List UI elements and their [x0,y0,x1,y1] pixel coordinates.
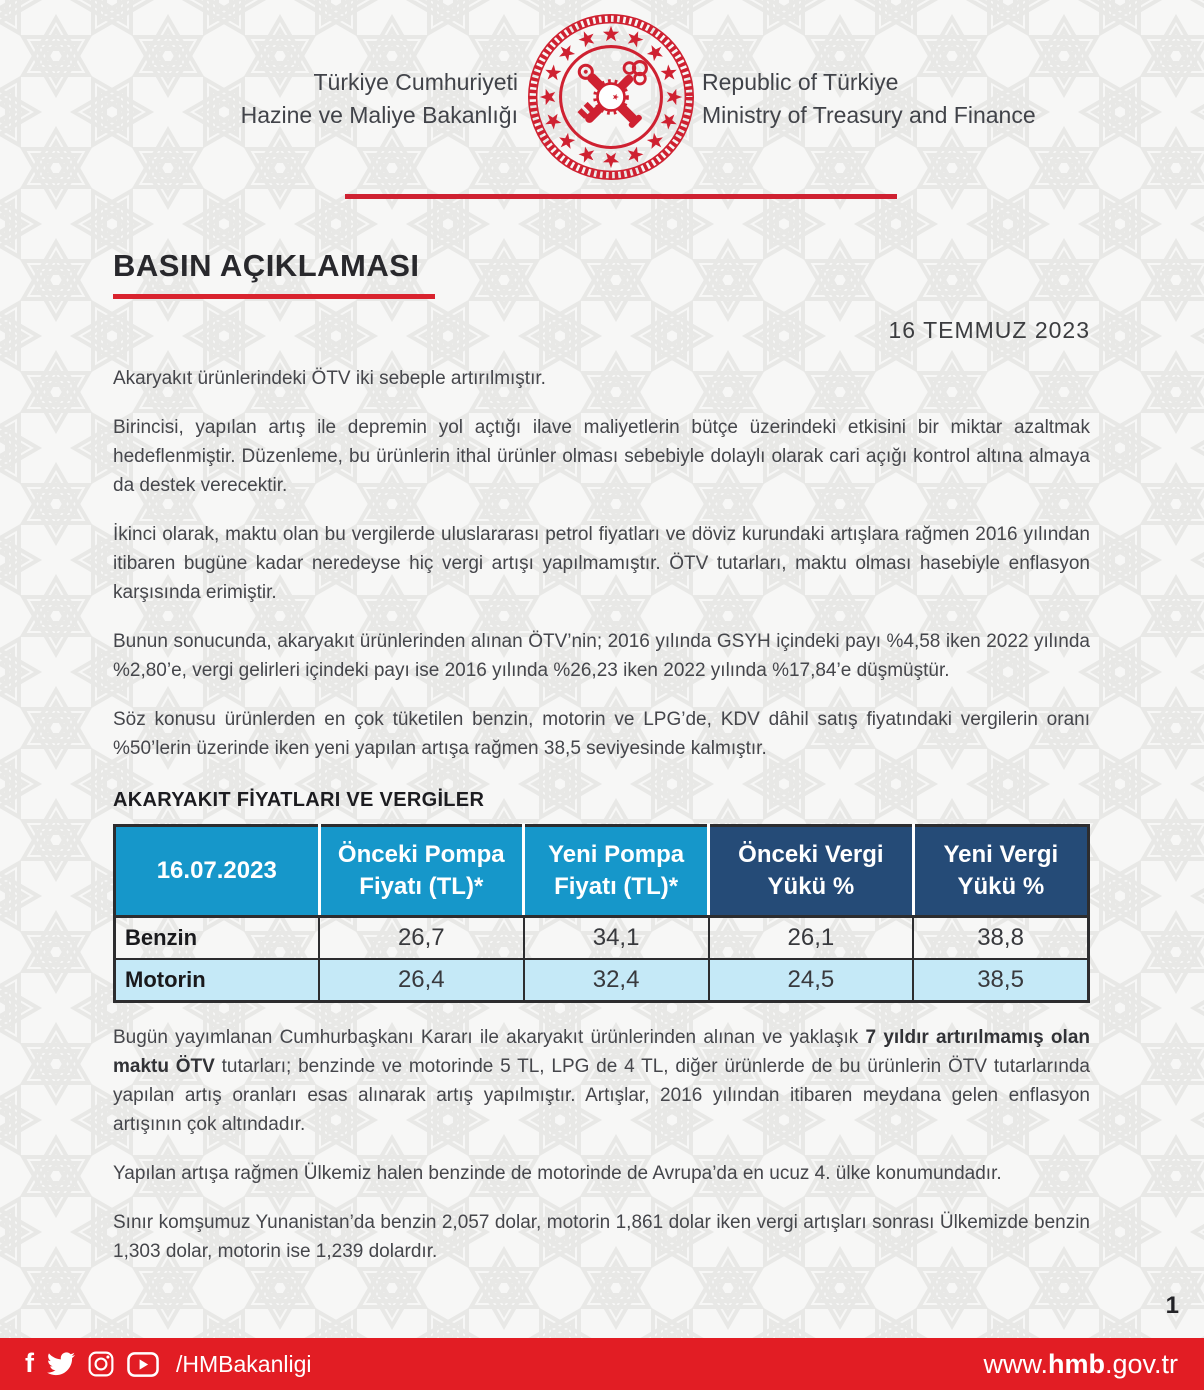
press-release-body [113,248,1090,1266]
benzin-previous-tax-burden: 26,1 [709,917,914,960]
benzin-previous-pump-price: 26,7 [319,917,524,960]
facebook-icon[interactable]: f [25,1347,34,1378]
org-name-english-line1: Republic of Türkiye [702,69,899,95]
paragraph-4: Bunun sonucunda, akaryakıt ürünlerinden alınan ÖTV’nin; 2016 yılında GSYH içindeki payı %4,58 iken 2022 yılında %2,80’e, vergi gelirleri içindeki payı ise 2016 yılında %26,23 iken 2022 yılında %17,84’e düşmüştür. [113,631,1090,681]
motorin-new-pump-price: 32,4 [524,959,709,1002]
paragraph-3: İkinci olarak, maktu olan bu vergilerde uluslararası petrol fiyatları ve döviz kurundaki artışlara rağmen 2016 yılından itibaren bugüne kadar neredeyse hiç vergi artışı yapılmamıştır. ÖTV tutarları, maktu olması hasebiyle enflasyon karşısında erimiştir. [113,524,1090,603]
paragraph-6-post: tutarları; benzinde ve motorinde 5 TL, LPG de 4 TL, diğer ürünlerde de bu ürünlerin ÖTV tutarlarında yapılan artış oranları esas alınarak artış yapılmıştır. Artışlar, 2016 yılından itibaren meydana gelen enflasyon artışının çok altındadır. [113,1056,1090,1135]
website-url-post: .gov.tr [1104,1348,1178,1379]
table-header-date: 16.07.2023 [115,826,320,917]
youtube-icon[interactable] [127,1352,159,1377]
table-header-previous-pump-price: Önceki Pompa Fiyatı (TL)* [319,826,524,917]
header-divider [345,194,897,199]
motorin-new-tax-burden: 38,5 [913,959,1088,1002]
release-date: 16 TEMMUZ 2023 [888,317,1090,343]
website-url-bold: hmb [1047,1348,1105,1379]
table-row-motorin [115,959,1089,1002]
paragraph-7: Yapılan artışa rağmen Ülkemiz halen benzinde de motorinde de Avrupa’da en ucuz 4. ülke konumundadır. [113,1163,1002,1184]
org-name-turkish-line1: Türkiye Cumhuriyeti [313,69,518,95]
page-number: 1 [1165,1292,1179,1319]
paragraph-6 [113,1023,1090,1139]
twitter-icon[interactable] [47,1352,75,1376]
table-row-benzin [115,917,1089,960]
social-handle[interactable]: /HMBakanligi [176,1350,312,1377]
ministry-emblem-icon [524,10,698,184]
row-label-motorin: Motorin [115,959,320,1002]
table-header-new-tax-burden: Yeni Vergi Yükü % [913,826,1088,917]
table-header-previous-tax-burden: Önceki Vergi Yükü % [709,826,914,917]
org-name-english [702,66,1162,132]
paragraph-8: Sınır komşumuz Yunanistan’da benzin 2,057 dolar, motorin 1,861 dolar iken vergi artışları sonrası Ülkemizde benzin 1,303 dolar, motorin ise 1,239 dolardır. [113,1212,1090,1262]
benzin-new-pump-price: 34,1 [524,917,709,960]
benzin-new-tax-burden: 38,8 [913,917,1088,960]
paragraph-6-bold: 7 yıldır artırılmamış olan maktu ÖTV [113,1027,1090,1077]
org-name-english-line2: Ministry of Treasury and Finance [702,102,1036,128]
table-header-new-pump-price: Yeni Pompa Fiyatı (TL)* [524,826,709,917]
paragraph-6-pre: Bugün yayımlanan Cumhurbaşkanı Kararı ile akaryakıt ürünlerinden alınan ve yaklaşık [113,1027,866,1048]
website-url[interactable] [983,1349,1204,1380]
paragraph-5: Söz konusu ürünlerden en çok tüketilen benzin, motorin ve LPG’de, KDV dâhil satış fiyatındaki vergilerin oranı %50’lerin üzerinde iken yeni yapılan artışa rağmen 38,5 seviyesinde kalmıştır. [113,709,1090,759]
motorin-previous-pump-price: 26,4 [319,959,524,1002]
page-title: BASIN AÇIKLAMASI [113,248,420,283]
fuel-price-table [113,824,1090,1003]
row-label-benzin: Benzin [115,917,320,960]
org-name-turkish [60,66,518,132]
org-name-turkish-line2: Hazine ve Maliye Bakanlığı [240,102,518,128]
table-header-row [115,826,1089,917]
footer-social-links [0,1347,312,1378]
paragraph-1: Akaryakıt ürünlerindeki ÖTV iki sebeple artırılmıştır. [113,368,546,389]
website-url-pre: www. [983,1348,1048,1379]
footer-bar [0,1338,1204,1390]
motorin-previous-tax-burden: 24,5 [709,959,914,1002]
instagram-icon[interactable] [88,1351,114,1377]
paragraph-2: Birincisi, yapılan artış ile depremin yol açtığı ilave maliyetlerin bütçe üzerindeki etkisini bir miktar azaltmak hedeflenmiştir. Düzenleme, bu ürünlerin ithal ürünler olması sebebiyle dolaylı olarak cari açığı kontrol altına almaya da destek verecektir. [113,417,1090,496]
section-title: AKARYAKIT FİYATLARI VE VERGİLER [113,789,485,811]
title-underline [113,294,435,299]
